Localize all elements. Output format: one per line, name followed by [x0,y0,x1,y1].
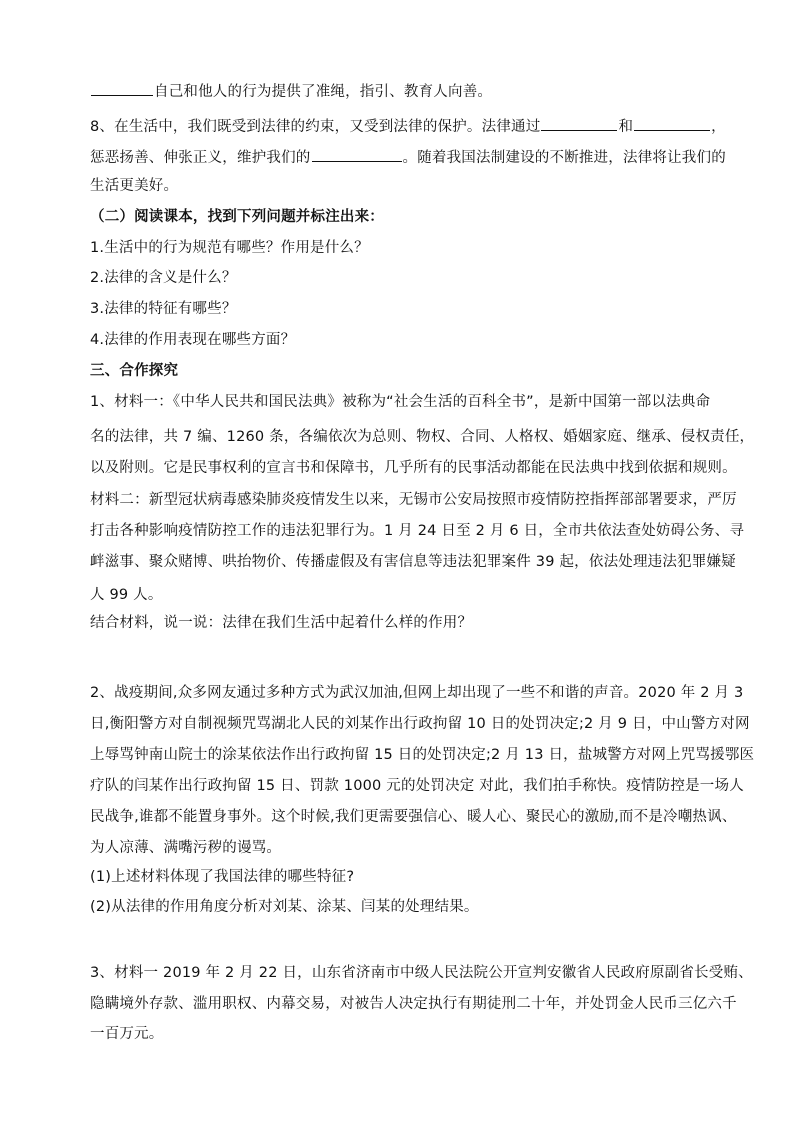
answer-blank[interactable] [634,115,710,131]
section-2-heading: （二）阅读课本，找到下列问题并标注出来： [90,209,384,225]
question-8-line-2 [90,146,726,168]
item-3-line: 3、材料一 2019 年 2 月 22 日，山东省济南市中级人民法院公开宣判安徽省人民政府原副省长受贿、 [90,965,753,981]
answer-blank[interactable] [541,115,617,131]
section-3-heading: 三、合作探究 [90,363,179,379]
item-2-line: 上辱骂钟南山院士的涂某依法作出行政拘留 15 日的处罚决定;2 月 13 日，盐城警方对网上咒骂援鄂医 [90,747,755,763]
item-1-line: 名的法律，共 7 编、1260 条，各编依次为总则、物权、合同、人格权、婚姻家庭、继承、侵权责任， [90,429,755,445]
item-2-line: 疗队的闫某作出行政拘留 15 日、罚款 1000 元的处罚决定 对此，我们拍手称快。疫情防控是一场人 [90,778,744,794]
item-1-line: 材料二：新型冠状病毒感染肺炎疫情发生以来，无锡市公安局按照市疫情防控指挥部部署要求，严厉 [90,492,737,508]
question-8-line-3 [90,176,178,196]
item-1-line: 人 99 人。 [90,587,163,603]
answer-blank[interactable] [91,80,153,96]
question-8-text: 生活更美好。 [90,178,179,194]
item-2-subquestion: (1)上述材料体现了我国法律的哪些特征? [90,869,355,885]
question-8-text: 。随着我国法制建设的不断推进，法律将让我们的 [402,150,726,166]
section-2-question: 2.法律的含义是什么？ [90,270,237,286]
item-1-line: 1、材料一：《中华人民共和国民法典》被称为“社会生活的百科全书”，是新中国第一部以法典命 [90,394,711,410]
question-8-text: 和 [618,119,634,135]
item-2-line: 日,衡阳警方对自制视频咒骂湖北人民的刘某作出行政拘留 10 日的处罚决定;2 月 9 日，中山警方对网 [90,716,750,732]
question-8-text: 8、在生活中，我们既受到法律的约束，又受到法律的保护。法律通过 [90,119,541,135]
item-2-line: 民战争,谁都不能置身事外。这个时候,我们更需要强信心、暖人心、聚民心的激励,而不是冷嘲热讽、 [90,809,737,825]
item-3-line: 隐瞒境外存款、滥用职权、内幕交易，对被告人决定执行有期徒刑二十年，并处罚金人民币三亿六千 [90,996,737,1012]
intro-text: 自己和他人的行为提供了准绳，指引、教育人向善。 [154,84,493,100]
item-2-line: 2、战疫期间,众多网友通过多种方式为武汉加油,但网上却出现了一些不和谐的声音。2020 年 2 月 3 [90,685,744,701]
section-2-question: 3.法律的特征有哪些？ [90,301,237,317]
item-2-line: 为人凉薄、满嘴污秽的谩骂。 [90,840,282,856]
item-1-line: 衅滋事、聚众赌博、哄抬物价、传播虚假及有害信息等违法犯罪案件 39 起，依法处理违法犯罪嫌疑 [90,554,736,570]
item-2-subquestion: (2)从法律的作用角度分析对刘某、涂某、闫某的处理结果。 [90,899,479,915]
answer-blank[interactable] [312,146,402,162]
item-1-line: 以及附则。它是民事权利的宣言书和保障书，几乎所有的民事活动都能在民法典中找到依据和规则。 [90,460,737,476]
question-8-line-1 [90,115,726,137]
section-2-question: 1.生活中的行为规范有哪些？作用是什么？ [90,240,369,256]
question-8-text: ， [711,119,726,135]
item-1-line: 打击各种影响疫情防控工作的违法犯罪行为。1 月 24 日至 2 月 6 日，全市共依法查处妨碍公务、寻 [90,523,745,539]
intro-line-1 [90,80,492,102]
question-8-text: 惩恶扬善、伸张正义，维护我们的 [90,150,311,166]
section-2-question: 4.法律的作用表现在哪些方面？ [90,332,296,348]
item-3-line: 一百万元。 [90,1026,164,1042]
item-1-prompt: 结合材料，说一说：法律在我们生活中起着什么样的作用？ [90,615,473,631]
